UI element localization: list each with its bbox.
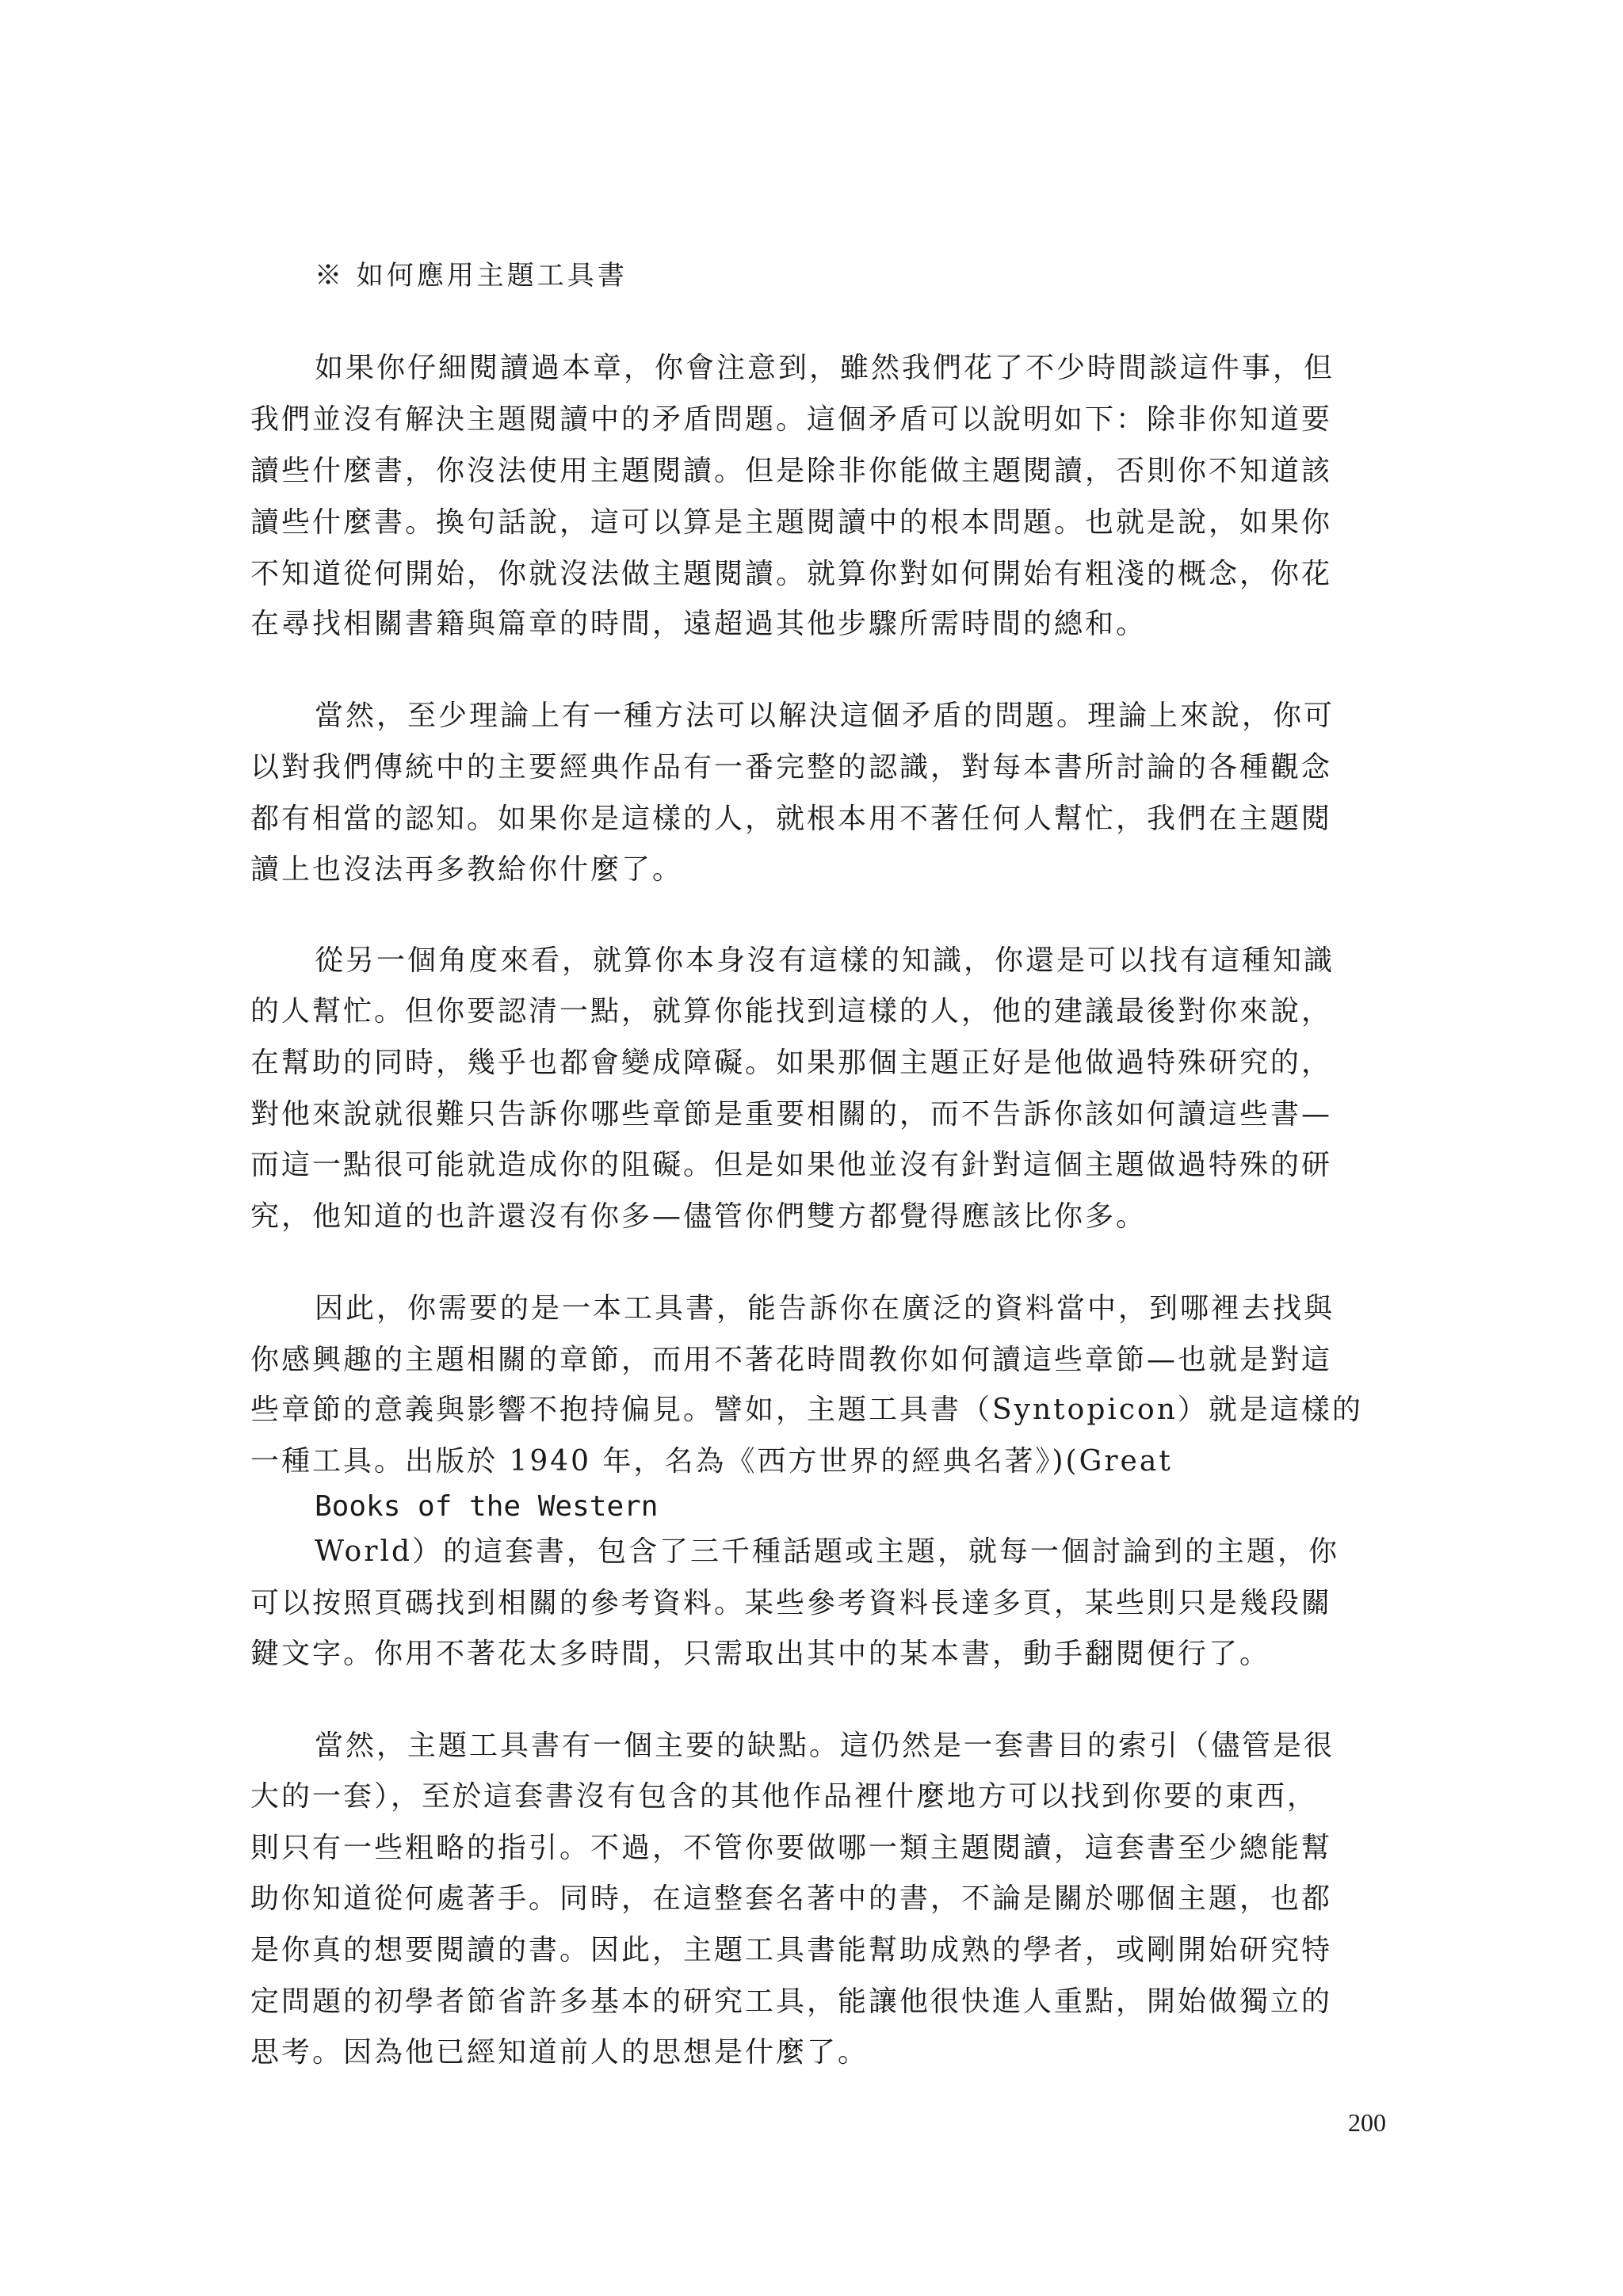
text-line: 不知道從何開始，你就沒法做主題閱讀。就算你對如何開始有粗淺的概念，你花 <box>250 558 1333 590</box>
text-line: 究，他知道的也許還沒有你多—儘管你們雙方都覺得應該比你多。 <box>250 1200 1148 1233</box>
text-line: 助你知道從何處著手。同時，在這整套名著中的書，不論是關於哪個主題，也都 <box>250 1882 1333 1915</box>
text-line: 如果你仔細閱讀過本章，你會注意到，雖然我們花了不少時間談這件事，但 <box>315 352 1335 384</box>
section-heading: ※ 如何應用主題工具書 <box>315 260 628 292</box>
text-line: 從另一個角度來看，就算你本身沒有這樣的知識，你還是可以找有這種知識 <box>315 944 1335 977</box>
text-line: 你感興趣的主題相關的章節，而用不著花時間教你如何讀這些章節—也就是對這 <box>250 1344 1333 1376</box>
text-line: 定問題的初學者節省許多基本的研究工具，能讓他很快進人重點，開始做獨立的 <box>250 1985 1333 2018</box>
text-line: 以對我們傳統中的主要經典作品有一番完整的認識，對每本書所討論的各種觀念 <box>250 751 1333 784</box>
text-line: 當然，主題工具書有一個主要的缺點。這仍然是一套書目的索引（儘管是很 <box>315 1730 1335 1762</box>
text-line: 讀上也沒法再多教給你什麼了。 <box>250 853 684 886</box>
text-line: 可以按照頁碼找到相關的參考資料。某些參考資料長達多頁，某些則只是幾段關 <box>250 1587 1333 1619</box>
text-line: Books of the Western <box>315 1490 659 1523</box>
text-line: 則只有一些粗略的指引。不過，不管你要做哪一類主題閱讀，這套書至少總能幫 <box>250 1832 1333 1864</box>
text-line: 在幫助的同時，幾乎也都會變成障礙。如果那個主題正好是他做過特殊研究的， <box>250 1047 1333 1079</box>
text-line: 大的一套），至於這套書沒有包含的其他作品裡什麼地方可以找到你要的東西， <box>250 1780 1319 1813</box>
text-line: 一種工具。出版於 1940 年，名為《西方世界的經典名著》)(Great <box>250 1445 1173 1478</box>
text-line: 都有相當的認知。如果你是這樣的人，就根本用不著任何人幫忙，我們在主題閱 <box>250 803 1333 835</box>
text-line: 些章節的意義與影響不抱持偏見。譬如，主題工具書（Syntopicon）就是這樣的 <box>250 1394 1363 1426</box>
text-line: 在尋找相關書籍與篇章的時間，遠超過其他步驟所需時間的總和。 <box>250 608 1148 640</box>
text-line: 鍵文字。你用不著花太多時間，只需取出其中的某本書，動手翻閱便行了。 <box>250 1638 1271 1670</box>
text-line: 思考。因為他已經知道前人的思想是什麼了。 <box>250 2036 869 2069</box>
text-line: 而這一點很可能就造成你的阻礙。但是如果他並沒有針對這個主題做過特殊的研 <box>250 1149 1333 1181</box>
text-line: 對他來說就很難只告訴你哪些章節是重要相關的，而不告訴你該如何讀這些書— <box>250 1098 1333 1131</box>
page-number: 200 <box>1348 2108 1386 2137</box>
text-line: 讀些什麼書，你沒法使用主題閱讀。但是除非你能做主題閱讀，否則你不知道該 <box>250 455 1333 487</box>
text-line: 是你真的想要閱讀的書。因此，主題工具書能幫助成熟的學者，或剛開始研究特 <box>250 1934 1333 1966</box>
text-line: World）的這套書，包含了三千種話題或主題，就每一個討論到的主題，你 <box>315 1535 1340 1568</box>
text-line: 讀些什麼書。換句話說，這可以算是主題閱讀中的根本問題。也就是說，如果你 <box>250 506 1333 539</box>
text-line: 當然，至少理論上有一種方法可以解決這個矛盾的問題。理論上來說，你可 <box>315 700 1335 732</box>
text-line: 的人幫忙。但你要認清一點，就算你能找到這樣的人，他的建議最後對你來說， <box>250 995 1333 1028</box>
text-line: 因此，你需要的是一本工具書，能告訴你在廣泛的資料當中，到哪裡去找與 <box>315 1292 1335 1325</box>
text-line: 我們並沒有解決主題閱讀中的矛盾問題。這個矛盾可以說明如下：除非你知道要 <box>250 403 1333 436</box>
